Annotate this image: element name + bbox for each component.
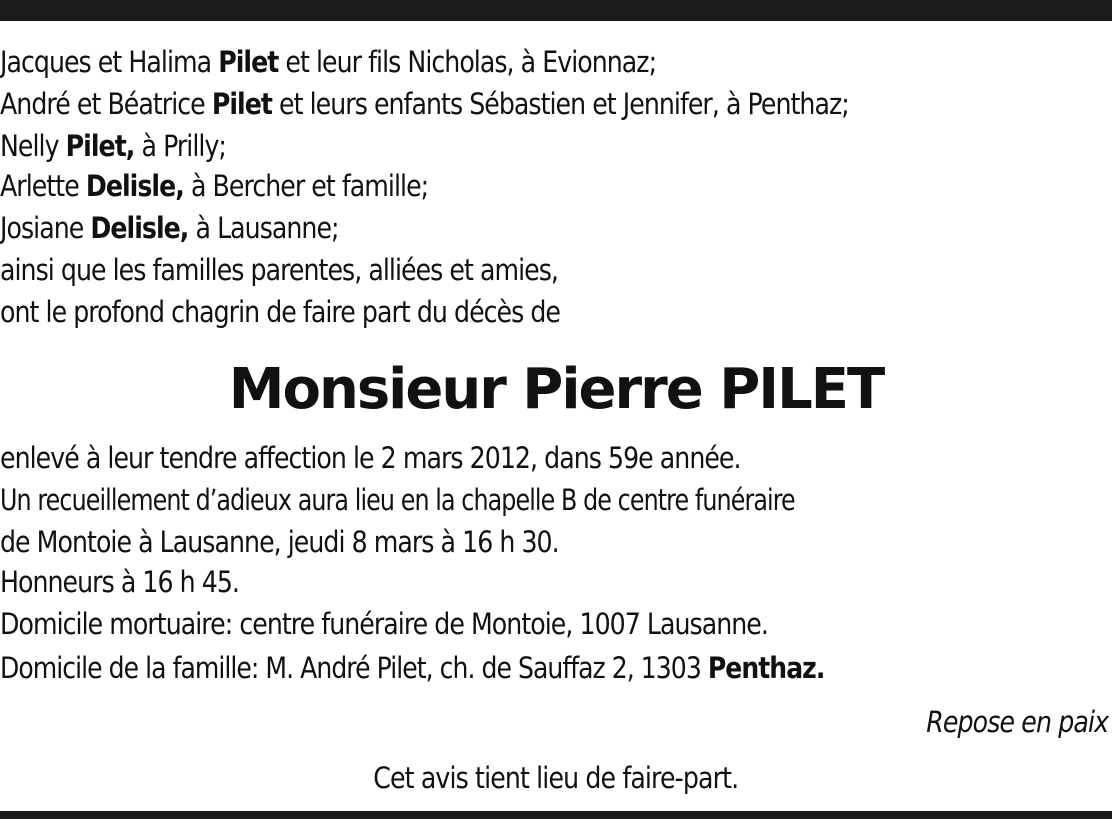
deceased-name: Monsieur Pierre PILET (228, 357, 884, 422)
closing-phrase: Repose en paix (926, 705, 1108, 739)
family-line: Jacques et Halima Pilet et leur fils Nicholas, à Evionnaz; (0, 45, 657, 79)
family-line: Josiane Delisle, à Lausanne; (0, 211, 339, 245)
announcement-line: ont le profond chagrin de faire part du décès de (0, 295, 560, 329)
notice-line (0, 758, 1112, 798)
notice-text: Cet avis tient lieu de faire-part. (373, 761, 739, 795)
detail-line: de Montoie à Lausanne, jeudi 8 mars à 16 h 30. (0, 525, 559, 559)
bottom-rule (0, 811, 1112, 819)
family-line: ainsi que les familles parentes, alliées et amies, (0, 253, 558, 287)
detail-line: Honneurs à 16 h 45. (0, 565, 240, 599)
detail-line: Domicile de la famille: M. André Pilet, ch. de Sauffaz 2, 1303 Penthaz. (0, 651, 825, 685)
detail-line: Un recueillement d’adieux aura lieu en la chapelle B de centre funéraire (0, 483, 795, 517)
detail-line: enlevé à leur tendre affection le 2 mars 2012, dans 59e année. (0, 441, 741, 475)
detail-line: Domicile mortuaire: centre funéraire de Montoie, 1007 Lausanne. (0, 607, 768, 641)
top-rule (0, 0, 1112, 21)
family-line: André et Béatrice Pilet et leurs enfants Sébastien et Jennifer, à Penthaz; (0, 87, 849, 121)
family-line: Nelly Pilet, à Prilly; (0, 129, 226, 163)
family-line: Arlette Delisle, à Bercher et famille; (0, 169, 429, 203)
